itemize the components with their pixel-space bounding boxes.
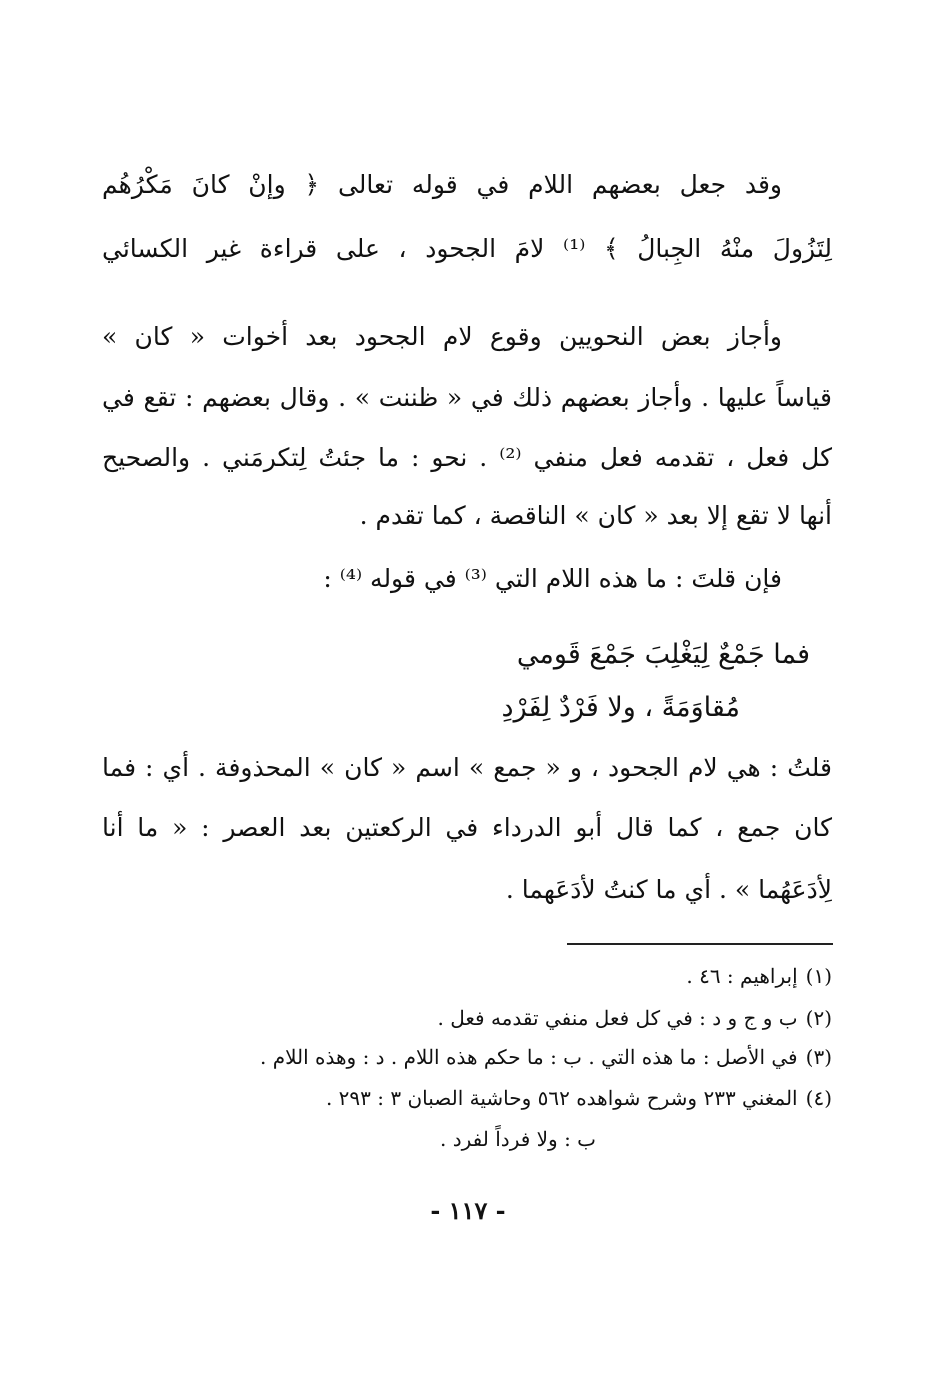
footnote-3: [260, 1043, 832, 1071]
question-line: فإن قلتَ : ما هذه اللام التي ⁽³⁾ في قوله ⁽⁴⁾ :: [323, 564, 782, 593]
footnote-text: في الأصل : ما هذه التي . ب : ما حكم هذه اللام . د : وهذه اللام .: [259, 1045, 798, 1069]
verse-hemistich-1: فما جَمْعٌ لِيَغْلِبَ جَمْعَ قَومي: [516, 639, 810, 670]
answer-line-3: لِأدَعَهُما » . أي ما كنتُ لأدَعَهما .: [505, 875, 832, 904]
footnote-1: [686, 962, 832, 990]
footnote-text: ب : ولا فرداً لفرد .: [440, 1127, 596, 1151]
footnote-text: ب و ج و د : في كل فعل منفي تقدمه فعل .: [437, 1006, 798, 1030]
footnote-4-continuation: [440, 1125, 596, 1153]
paragraph-1-line-2: لِتَزُولَ منْهُ الجِبالُ ﴾ ⁽¹⁾ لامَ الجحود ، على قراءة غير الكسائي: [102, 234, 833, 263]
page-number: - ١١٧ -: [430, 1196, 506, 1225]
paragraph-1-line-1: وقد جعل بعضهم اللام في قوله تعالى ﴿ وإنْ كانَ مَكْرُهُم: [102, 170, 782, 199]
verse-hemistich-2: مُقاوَمَةً ، ولا فَرْدٌ لِفَرْدِ: [501, 692, 740, 723]
footnote-number: (٣): [805, 1045, 832, 1069]
footnote-2: [438, 1004, 832, 1032]
footnote-number: (١): [805, 964, 832, 988]
paragraph-2-line-1: وأجاز بعض النحويين وقوع لام الجحود بعد أخوات « كان »: [102, 322, 782, 351]
footnote-text: المغني ٢٣٣ وشرح شواهده ٥٦٢ وحاشية الصبان ٣ : ٢٩٣ .: [325, 1086, 798, 1110]
footnote-4: [326, 1084, 832, 1112]
footnote-separator: [567, 943, 833, 945]
answer-line-2: كان جمع ، كما قال أبو الدرداء في الركعتين بعد العصر : « ما أنا: [102, 813, 832, 842]
footnote-number: (٤): [805, 1086, 832, 1110]
answer-line-1: قلتُ : هي لام الجحود ، و « جمع » اسم « كان » المحذوفة . أي : فما: [102, 753, 832, 782]
paragraph-2-line-2: قياساً عليها . وأجاز بعضهم ذلك في « ظننت » . وقال بعضهم : تقع في: [102, 383, 832, 412]
paragraph-2-line-3: كل فعل ، تقدمه فعل منفي ⁽²⁾ . نحو : ما جئتُ لِتكرمَني . والصحيح: [102, 443, 833, 472]
paragraph-2-line-4: أنها لا تقع إلا بعد « كان » الناقصة ، كما تقدم .: [359, 501, 832, 530]
footnote-number: (٢): [805, 1006, 832, 1030]
footnote-text: إبراهيم : ٤٦ .: [686, 964, 798, 988]
